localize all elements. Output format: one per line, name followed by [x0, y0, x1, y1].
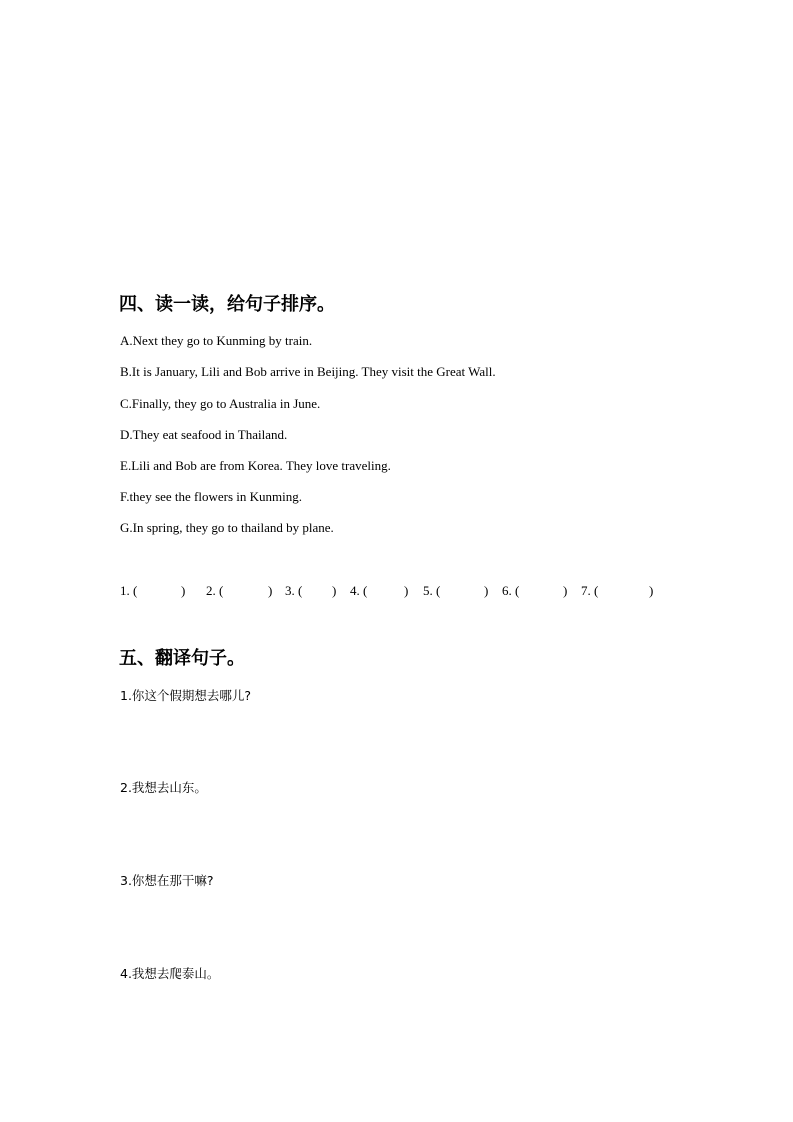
answer-slot-7-label: 7. ( [581, 583, 599, 598]
sentence-b: B.It is January, Lili and Bob arrive in Beijing. They visit the Great Wall. [120, 364, 496, 379]
sentence-g: G.In spring, they go to thailand by plane. [120, 520, 334, 535]
sentence-a: A.Next they go to Kunming by train. [120, 333, 313, 348]
answer-slot-3-label: 3. ( [285, 583, 303, 598]
answer-slot-7-close: ) [649, 583, 654, 598]
answer-slot-3-close: ) [332, 583, 337, 598]
sentence-e: E.Lili and Bob are from Korea. They love traveling. [120, 458, 391, 473]
answer-slot-5-close: ) [484, 583, 489, 598]
answer-slot-4-label: 4. ( [350, 583, 368, 598]
translate-question-3: 3.你想在那干嘛? [120, 873, 214, 888]
answer-slot-2-label: 2. ( [206, 583, 224, 598]
answer-slot-1-label: 1. ( [120, 583, 138, 598]
section-4-title: 四、读一读，给句子排序。 [119, 294, 335, 315]
answer-slot-1-close: ) [181, 583, 186, 598]
ordering-answer-row [120, 583, 680, 599]
translate-question-1: 1.你这个假期想去哪儿? [120, 688, 252, 703]
sentence-c: C.Finally, they go to Australia in June. [120, 396, 321, 411]
section-5-title: 五、翻译句子。 [119, 648, 245, 669]
answer-slot-5-label: 5. ( [423, 583, 441, 598]
sentence-f: F.they see the flowers in Kunming. [120, 489, 303, 504]
answer-slot-4-close: ) [404, 583, 409, 598]
sentence-d: D.They eat seafood in Thailand. [120, 427, 288, 442]
translate-question-4: 4.我想去爬泰山。 [120, 966, 220, 981]
answer-slot-6-close: ) [563, 583, 568, 598]
translate-question-2: 2.我想去山东。 [120, 780, 207, 795]
answer-slot-6-label: 6. ( [502, 583, 520, 598]
answer-slot-2-close: ) [268, 583, 273, 598]
